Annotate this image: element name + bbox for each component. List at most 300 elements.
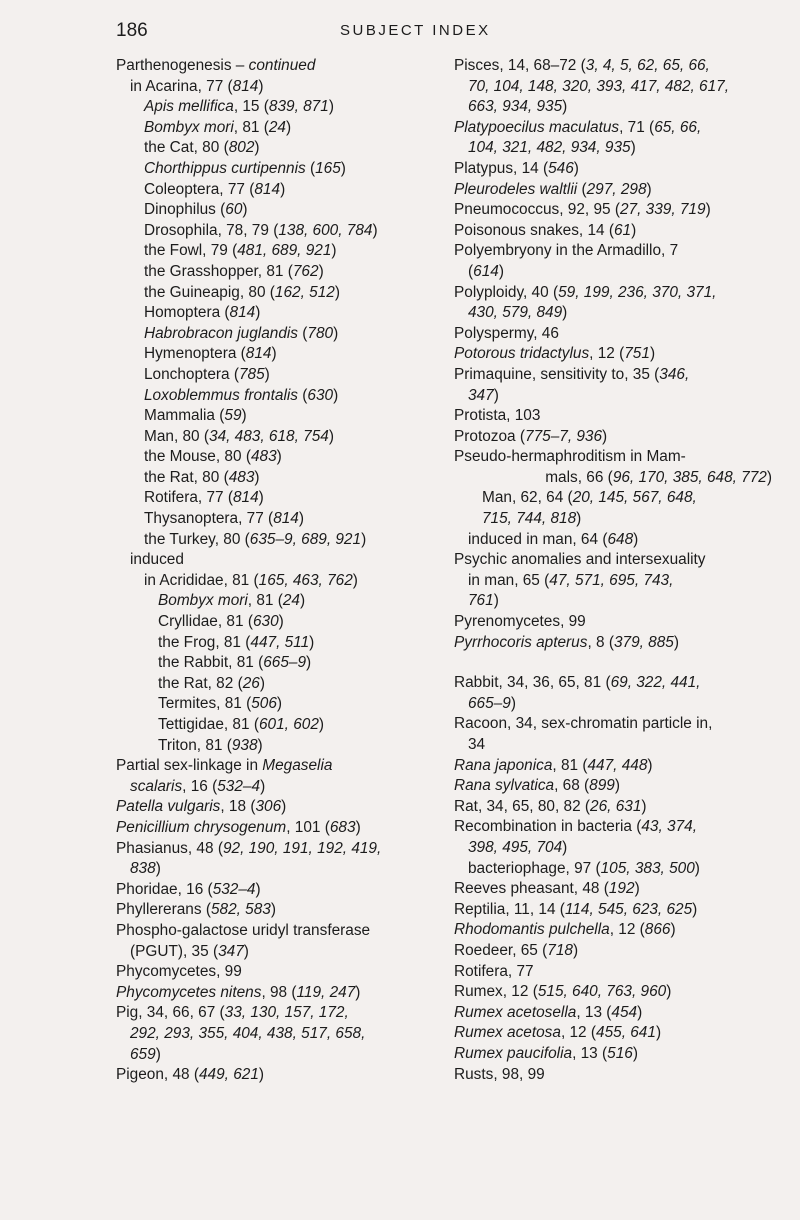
index-entry <box>454 838 772 859</box>
index-entry <box>454 241 772 262</box>
entry-references: 630 <box>307 386 334 404</box>
index-entry <box>116 983 446 1004</box>
index-entry <box>116 921 446 942</box>
entry-close: ) <box>372 221 378 239</box>
entry-references: 33, 130, 157, 172, <box>224 1004 349 1022</box>
index-entry <box>454 468 772 489</box>
entry-term-italic: Pleurodeles waltlii <box>454 180 578 198</box>
entry-text: Pseudo-hermaphroditism in Mam- <box>454 448 686 466</box>
entry-text: , 68 ( <box>554 777 590 795</box>
entry-references: 162, 512 <box>274 283 335 301</box>
entry-close: ) <box>241 407 247 425</box>
entry-text: Phasianus, 48 ( <box>116 839 223 857</box>
entry-text: Man, 80 ( <box>144 427 210 445</box>
entry-text: in man, 65 ( <box>468 571 550 589</box>
running-title: SUBJECT INDEX <box>340 22 491 39</box>
entry-close: ) <box>259 674 265 692</box>
entry-references: 449, 621 <box>199 1066 259 1084</box>
entry-text: the Guineapig, 80 ( <box>144 283 275 301</box>
entry-references: 715, 744, 818 <box>482 510 577 528</box>
entry-close: ) <box>632 1044 638 1062</box>
index-entry <box>454 920 772 941</box>
entry-text: Protista, 103 <box>454 407 541 425</box>
entry-term-italic: Penicillium chrysogenum <box>116 818 287 836</box>
index-entry <box>454 817 772 838</box>
index-entry <box>454 962 772 983</box>
index-entry <box>116 344 446 365</box>
index-entry <box>116 159 446 180</box>
entry-references: 663, 934, 935 <box>468 98 563 116</box>
entry-text: Coleoptera, 77 ( <box>144 180 255 198</box>
entry-references: 447, 511 <box>250 633 310 651</box>
index-entry <box>454 1044 772 1065</box>
entry-references: 65, 66, <box>654 118 702 136</box>
entry-term-italic: Rumex acetosa <box>454 1024 561 1042</box>
entry-close: ) <box>318 716 325 733</box>
entry-text: induced <box>130 551 184 569</box>
entry-close: ) <box>328 98 334 116</box>
entry-references: 165 <box>315 159 341 177</box>
entry-term-italic: Apis mellifica <box>144 98 234 116</box>
entry-references: 516 <box>607 1044 633 1062</box>
index-entry <box>454 673 772 694</box>
entry-close: ) <box>242 201 248 219</box>
entry-references: 483 <box>228 468 255 486</box>
entry-close: ) <box>300 592 306 610</box>
index-entry <box>454 941 772 962</box>
entry-text: ( <box>297 386 308 404</box>
entry-text: , 18 ( <box>220 798 256 816</box>
entry-references: 814 <box>232 77 259 95</box>
entry-references: 24 <box>268 118 286 136</box>
index-entry <box>116 77 446 98</box>
index-entry <box>116 221 446 242</box>
entry-text: the Frog, 81 ( <box>158 633 251 651</box>
entry-close: ) <box>260 777 266 795</box>
index-entry <box>116 900 446 921</box>
entry-text: the Rat, 82 ( <box>158 674 243 692</box>
entry-references: 34, 483, 618, 754 <box>209 427 329 445</box>
index-entry <box>116 1065 446 1086</box>
index-entry <box>116 488 446 509</box>
entry-references: 92, 190, 191, 192, 419, <box>222 839 382 857</box>
entry-text: , 13 ( <box>572 1044 608 1062</box>
entry-close: ) <box>278 613 284 631</box>
entry-text: , 71 ( <box>619 118 655 136</box>
entry-close: ) <box>602 427 608 445</box>
entry-term-italic: Rumex paucifolia <box>454 1044 573 1062</box>
entry-close: ) <box>281 798 287 816</box>
index-entry <box>454 138 772 159</box>
entry-text: (PGUT), 35 ( <box>130 942 219 960</box>
index-entry <box>454 694 772 715</box>
entry-text: Phyllererans ( <box>116 901 211 919</box>
entry-close: ) <box>493 592 499 610</box>
entry-text: Pneumococcus, 92, 95 ( <box>454 201 620 219</box>
entry-close: ) <box>280 180 286 198</box>
index-entry <box>116 942 446 963</box>
index-entry <box>454 406 772 427</box>
index-entry <box>454 530 772 551</box>
entry-close: ) <box>328 427 334 445</box>
entry-text: the Mouse, 80 ( <box>144 448 251 466</box>
index-entry <box>454 221 772 242</box>
entry-references: 192 <box>608 880 635 898</box>
entry-references: 43, 374, <box>641 818 697 836</box>
entry-references: 839, 871 <box>268 98 329 116</box>
entry-references: 69, 322, 441, <box>610 674 701 692</box>
entry-text: Reeves pheasant, 48 ( <box>454 880 609 898</box>
entry-references: 780 <box>307 324 334 342</box>
entry-text: the Cat, 80 ( <box>144 139 229 157</box>
entry-references: 814 <box>273 510 299 528</box>
entry-references: 630 <box>252 613 279 631</box>
entry-text: Polyploidy, 40 ( <box>454 283 559 301</box>
index-entry <box>116 406 446 427</box>
index-entry <box>116 736 446 757</box>
entry-text: , 12 ( <box>609 921 645 939</box>
entry-term-italic: Habrobracon juglandis <box>144 324 299 342</box>
entry-close: ) <box>155 860 161 878</box>
entry-close: ) <box>255 880 261 898</box>
index-entry <box>454 797 772 818</box>
entry-text: Phospho-galactose uridyl transferase <box>116 921 371 939</box>
entry-term-italic: Rana sylvatica <box>454 777 555 795</box>
entry-references: 775–7, 936 <box>525 427 603 445</box>
index-entry <box>454 900 772 921</box>
entry-references: 59 <box>224 407 242 425</box>
entry-text: in Acrididae, 81 ( <box>144 571 259 589</box>
index-entry <box>454 633 772 654</box>
entry-text: , 12 ( <box>589 345 625 363</box>
entry-references: 138, 600, 784 <box>278 221 373 239</box>
entry-text: Phoridae, 16 ( <box>116 880 213 898</box>
entry-term-italic: Chorthippus curtipennis <box>144 159 306 177</box>
entry-references: 430, 579, 849 <box>468 304 563 322</box>
entry-close: ) <box>276 695 283 713</box>
entry-text: Dinophilus ( <box>144 201 226 219</box>
entry-text: , 8 ( <box>587 633 614 651</box>
entry-close: ) <box>306 654 312 672</box>
entry-close: ) <box>705 201 711 219</box>
index-entry <box>454 714 772 735</box>
entry-close: ) <box>633 530 639 548</box>
entry-text: ( <box>468 262 474 280</box>
index-entry <box>454 324 772 345</box>
entry-text: , 101 ( <box>286 818 330 836</box>
entry-text: the Rat, 80 ( <box>144 468 229 486</box>
index-entry <box>116 797 446 818</box>
entry-references: 762 <box>292 262 319 280</box>
entry-text: 34 <box>468 736 486 753</box>
entry-close: ) <box>298 510 305 528</box>
index-entry <box>454 612 772 633</box>
entry-close: ) <box>630 139 636 157</box>
entry-text: bacteriophage, 97 ( <box>468 859 601 877</box>
entry-close: ) <box>670 921 676 939</box>
entry-close: ) <box>331 242 337 260</box>
entry-text: mals, 66 ( <box>545 468 613 486</box>
entry-text: Termites, 81 ( <box>158 695 252 713</box>
entry-references: 114, 545, 623, 625 <box>564 900 693 918</box>
index-entry <box>454 344 772 365</box>
entry-references: 814 <box>254 180 281 198</box>
entry-close: ) <box>576 510 582 528</box>
entry-text: Lonchoptera ( <box>144 365 239 383</box>
entry-references: 455, 641 <box>596 1024 656 1042</box>
entry-references: 761 <box>468 592 494 610</box>
entry-term-italic: Pyrrhocoris apterus <box>454 633 588 651</box>
page-header <box>0 20 800 52</box>
entry-text: Poisonous snakes, 14 ( <box>454 221 614 239</box>
index-entry <box>454 550 772 571</box>
entry-close: ) <box>333 386 339 404</box>
entry-term-italic: Rana japonica <box>454 756 553 774</box>
index-entry <box>116 612 446 633</box>
entry-references: 546 <box>548 159 574 177</box>
entry-close: ) <box>258 77 264 95</box>
index-entry <box>454 982 772 1003</box>
entry-text: Rabbit, 34, 36, 65, 81 ( <box>454 674 611 692</box>
entry-references: 454 <box>611 1003 638 1021</box>
index-entry <box>116 138 446 159</box>
index-entry <box>116 447 446 468</box>
index-entry <box>116 180 446 201</box>
index-entry <box>116 571 446 592</box>
entry-references: 119, 247 <box>296 983 356 1001</box>
index-entry <box>116 241 446 262</box>
entry-close: ) <box>647 756 653 774</box>
entry-references: 59, 199, 236, 370, 371, <box>558 283 717 301</box>
entry-references: 899 <box>589 777 615 795</box>
entry-references: 659 <box>130 1045 156 1063</box>
index-entry <box>116 56 446 77</box>
entry-close: ) <box>355 818 361 836</box>
entry-close: ) <box>637 1003 643 1021</box>
entry-close: ) <box>573 159 579 177</box>
entry-text: the Rabbit, 81 ( <box>158 654 264 672</box>
entry-text: Thysanoptera, 77 ( <box>144 510 274 528</box>
entry-references: 347 <box>468 386 494 404</box>
entry-close: ) <box>766 468 772 486</box>
entry-references: 938 <box>231 736 258 754</box>
index-entry <box>116 118 446 139</box>
entry-close: ) <box>673 633 680 651</box>
entry-text: Rotifera, 77 ( <box>144 489 233 507</box>
index-column-right <box>454 56 772 1085</box>
entry-close: ) <box>510 694 516 712</box>
entry-references: 665–9 <box>263 654 307 672</box>
entry-text: Homoptera ( <box>144 304 230 322</box>
entry-italic-suffix: Megaselia <box>262 757 333 775</box>
entry-references: 347 <box>218 942 244 960</box>
entry-text: Rusts, 98, 99 <box>454 1065 545 1083</box>
entry-close: ) <box>255 304 261 322</box>
entry-close: ) <box>334 283 340 301</box>
index-entry <box>116 365 446 386</box>
entry-term-italic: Potorous tridactylus <box>454 345 590 363</box>
entry-references: 532–4 <box>212 880 256 898</box>
entry-close: ) <box>562 304 568 322</box>
entry-text: Platypus, 14 ( <box>454 159 549 177</box>
entry-term-italic: scalaris <box>130 777 183 795</box>
index-entry <box>116 1024 446 1045</box>
index-entry <box>454 1023 772 1044</box>
entry-references: 648 <box>607 530 634 548</box>
entry-text: , 81 ( <box>552 756 588 774</box>
entry-references: 814 <box>232 489 259 507</box>
entry-references: 60 <box>225 201 243 219</box>
index-entry <box>454 756 772 777</box>
index-entry <box>454 776 772 797</box>
entry-references: 838 <box>130 860 156 878</box>
entry-close: ) <box>655 1024 662 1042</box>
entry-references: 3, 4, 5, 62, 65, 66, <box>585 57 710 74</box>
entry-references: 515, 640, 763, 960 <box>537 983 667 1001</box>
entry-close: ) <box>641 797 647 815</box>
entry-term-italic: Bombyx mori <box>144 118 234 136</box>
index-entry <box>116 633 446 654</box>
entry-references: 614 <box>473 262 499 280</box>
entry-italic-suffix: continued <box>248 57 316 74</box>
entry-text: ( <box>298 324 308 342</box>
entry-references: 665–9 <box>468 694 511 712</box>
entry-references: 814 <box>229 304 256 322</box>
index-entry <box>454 571 772 592</box>
entry-term-italic: Patella vulgaris <box>116 798 221 816</box>
entry-close: ) <box>286 118 292 136</box>
entry-text: Rotifera, 77 <box>454 962 534 980</box>
entry-references: 61 <box>614 221 632 239</box>
entry-references: 481, 689, 921 <box>237 242 332 260</box>
entry-close: ) <box>694 859 700 877</box>
entry-close: ) <box>318 262 324 280</box>
entry-references: 483 <box>250 448 277 466</box>
entry-term-italic: Rhodomantis pulchella <box>454 921 610 939</box>
entry-text: Man, 62, 64 ( <box>482 489 573 507</box>
index-entry <box>116 427 446 448</box>
index-entry <box>116 97 446 118</box>
entry-text: Racoon, 34, sex-chromatin particle in, <box>454 715 713 733</box>
entry-text: ( <box>305 159 316 177</box>
entry-text: Cryllidae, 81 ( <box>158 613 253 631</box>
entry-references: 297, 298 <box>586 180 647 198</box>
entry-text: Mammalia ( <box>144 407 225 425</box>
entry-references: 802 <box>228 139 255 157</box>
entry-text: induced in man, 64 ( <box>468 530 608 548</box>
index-entry <box>116 756 446 777</box>
entry-close: ) <box>309 633 315 651</box>
entry-close: ) <box>493 386 499 404</box>
entry-text: Recombination in bacteria ( <box>454 818 642 836</box>
entry-references: 785 <box>238 365 265 383</box>
entry-text: Protozoa ( <box>454 427 526 445</box>
entry-references: 718 <box>547 941 573 959</box>
index-entry <box>116 1045 446 1066</box>
entry-text: Pigeon, 48 ( <box>116 1066 199 1084</box>
index-entry <box>116 530 446 551</box>
entry-references: 26, 631 <box>590 797 642 815</box>
entry-term-italic: Loxoblemmus frontalis <box>144 386 298 404</box>
entry-term-italic: Rumex acetosella <box>454 1003 577 1021</box>
index-entry <box>454 365 772 386</box>
entry-references: 47, 571, 695, 743, <box>549 571 674 589</box>
index-entry <box>454 262 772 283</box>
index-entry <box>454 303 772 324</box>
entry-close: ) <box>155 1045 161 1063</box>
entry-text: Primaquine, sensitivity to, 35 ( <box>454 365 660 383</box>
entry-references: 292, 293, 355, 404, 438, 517, 658, <box>130 1024 366 1042</box>
entry-text: , 13 ( <box>576 1003 612 1021</box>
entry-close: ) <box>355 983 361 1001</box>
entry-text: Psychic anomalies and intersexuality <box>454 551 706 569</box>
entry-references: 346, <box>659 365 690 383</box>
index-entry <box>454 283 772 304</box>
entry-close: ) <box>614 777 620 795</box>
entry-close: ) <box>572 941 579 959</box>
index-column-left <box>116 56 446 1086</box>
index-entry <box>454 1003 772 1024</box>
index-entry <box>454 180 772 201</box>
entry-text: Drosophila, 78, 79 ( <box>144 221 279 239</box>
entry-text: Partial sex-linkage in <box>116 757 263 775</box>
entry-text: Pig, 34, 66, 67 ( <box>116 1004 225 1022</box>
entry-close: ) <box>692 900 698 918</box>
index-entry <box>454 1065 772 1086</box>
index-entry <box>116 550 446 571</box>
entry-close: ) <box>562 98 568 116</box>
entry-references: 165, 463, 762 <box>258 571 353 589</box>
entry-close: ) <box>340 159 346 177</box>
entry-references: 866 <box>644 921 671 939</box>
index-entry <box>116 303 446 324</box>
index-entry <box>454 97 772 118</box>
index-entry <box>454 386 772 407</box>
entry-references: 582, 583 <box>210 901 271 919</box>
entry-references: 601, 602 <box>258 716 319 733</box>
entry-references: 105, 383, 500 <box>600 859 695 877</box>
entry-close: ) <box>333 324 339 342</box>
entry-references: 635–9, 689, 921 <box>249 530 362 548</box>
entry-close: ) <box>243 942 249 960</box>
index-entry <box>116 962 446 983</box>
index-entry <box>454 488 772 509</box>
index-entry <box>116 262 446 283</box>
index-entry <box>116 591 446 612</box>
entry-references: 398, 495, 704 <box>468 838 563 856</box>
index-entry <box>116 859 446 880</box>
index-entry <box>454 427 772 448</box>
entry-close: ) <box>631 221 637 239</box>
index-entry <box>116 1003 446 1024</box>
entry-text: Hymenoptera ( <box>144 345 246 363</box>
entry-text: Pisces, 14, 68–72 ( <box>454 57 586 74</box>
index-entry <box>116 777 446 798</box>
index-entry <box>454 859 772 880</box>
entry-text: Rumex, 12 ( <box>454 983 538 1001</box>
entry-references: 104, 321, 482, 934, 935 <box>468 139 631 157</box>
entry-text: Rat, 34, 65, 80, 82 ( <box>454 797 591 815</box>
entry-close: ) <box>258 489 264 507</box>
index-entry <box>454 509 772 530</box>
entry-close: ) <box>666 983 672 1001</box>
index-entry <box>116 653 446 674</box>
index-entry <box>454 591 772 612</box>
index-entry <box>116 509 446 530</box>
entry-references: 26 <box>242 674 260 692</box>
entry-close: ) <box>270 901 277 919</box>
entry-text: , 16 ( <box>182 777 218 795</box>
